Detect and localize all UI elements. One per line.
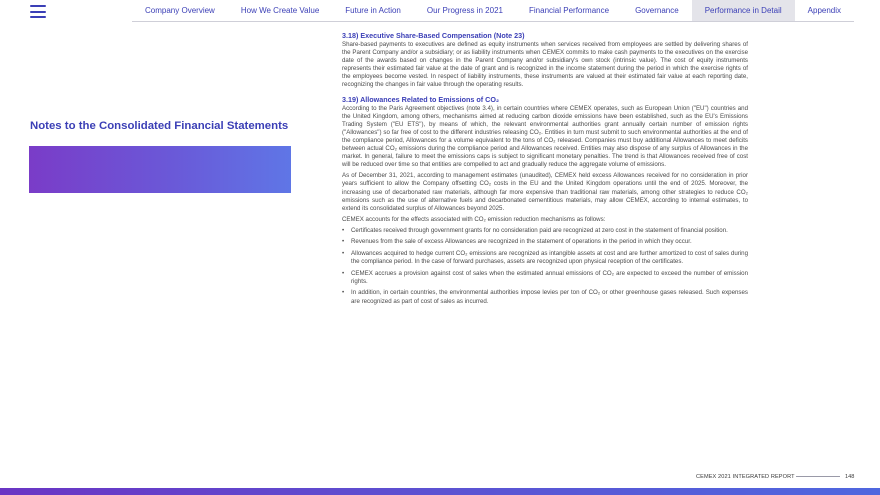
- footer-divider: [796, 476, 840, 477]
- bottom-color-bar: [0, 488, 880, 495]
- tab-governance[interactable]: Governance: [635, 6, 679, 15]
- tab-appendix[interactable]: Appendix: [807, 6, 842, 15]
- paragraph-emission-allowances-3: CEMEX accounts for the effects associated with CO₂ emission reduction mechanisms as follows:: [342, 215, 606, 223]
- list-item: • Certificates received through government grants for no consideration paid are recognized at zero cost in the statement of financial position.: [342, 227, 748, 235]
- tab-company-overview[interactable]: Company Overview: [145, 6, 215, 15]
- section-title: Notes to the Consolidated Financial Statements: [30, 120, 289, 132]
- heading-share-based-compensation: 3.18) Executive Share-Based Compensation (Note 23): [342, 31, 525, 40]
- page-number: 148: [845, 474, 855, 480]
- paragraph-emission-allowances-2: As of December 31, 2021, according to management estimates (unaudited), CEMEX held excess Allowances received for no consideration in prior years sufficient to allow the Company offsetting CO₂ costs in the EU and the United Kingdom operations until the end of 2025. Moreover, the increasing use of decarbonated raw materials, although far more expensive than traditional raw materials, among other strategies to reduce CO₂ emissions such as the use of alternative fuels and decarbonated cementitious materials, may allow CEMEX, according to internal estimates, to extend its consolidated surplus of Allowances beyond 2025.: [342, 172, 748, 212]
- tab-performance-in-detail[interactable]: Performance in Detail: [692, 0, 795, 21]
- heading-emission-allowances: 3.19) Allowances Related to Emissions of CO₂: [342, 95, 500, 105]
- list-item: • Revenues from the sale of excess Allowances are recognized in the statement of operations in the period in which they occur.: [342, 238, 748, 246]
- menu-icon[interactable]: [30, 5, 46, 18]
- accounting-effects-list: [342, 227, 748, 306]
- footer-report-name: CEMEX 2021 INTEGRATED REPORT: [696, 474, 795, 480]
- list-item: • Allowances acquired to hedge current CO₂ emissions are recognized as intangible assets at cost and are further amortized to cost of sales during the compliance period. In the case of forward purchases, assets are recognized upon physical reception of the certificates.: [342, 250, 748, 266]
- tab-financial-performance[interactable]: Financial Performance: [529, 6, 610, 15]
- list-item: • In addition, in certain countries, the environmental authorities impose levies per ton of CO₂ or other greenhouse gases released. Such expenses are recognized as part of cost of sales as incurred.: [342, 289, 748, 305]
- tab-future-in-action[interactable]: Future in Action: [345, 6, 401, 15]
- top-navigation: [132, 0, 854, 22]
- main-content: [342, 31, 748, 309]
- tab-how-we-create-value[interactable]: How We Create Value: [240, 6, 320, 15]
- list-item: • CEMEX accrues a provision against cost of sales when the estimated annual emissions of CO₂ are expected to exceed the number of emission rights.: [342, 270, 748, 286]
- paragraph-emission-allowances-1: According to the Paris Agreement objectives (note 3.4), in certain countries where CEMEX operates, such as European Union ("EU") countries and the United Kingdom, among others, mechanisms aimed at reducing carbon dioxide emissions have been established, such as the EU's Emissions Trading System ("EU ETS"), by means of which, the relevant environmental authorities grant annually certain number of emission rights ("Allowances") so far free of cost to the different industries releasing CO₂. Entities in turn must submit to such environmental authorities at the end of the compliance period, Allowances for a volume equivalent to the tons of CO₂ released. Companies must buy additional Allowances to meet deficits between actual CO₂ emissions during the compliance period and Allowances received. Entities may also dispose of any surplus of Allowances in the market. In general, failure to meet the emissions caps is subject to significant monetary penalties. The trend is that Allowances received free of cost will be reduced over time so that entities are compelled to act and gradually reduce the aggregate volume of emissions.: [342, 104, 748, 169]
- paragraph-share-based-compensation: Share-based payments to executives are defined as equity instruments when services received from employees are settled by delivering shares of the Parent Company and/or a subsidiary; or as liability instruments when CEMEX commits to make cash payments to the executives on the exercise date of the awards based on changes in the Parent Company and/or subsidiary's own stock (intrinsic value). The cost of equity instruments represents their estimated fair value at the date of grant and is recognized in the income statement during the period in which the exercise rights of the employees become vested. In respect of liability instruments, these instruments are valued at their estimated fair value at each reporting date, recognizing the changes in fair value through the operating results.: [342, 40, 748, 88]
- section-banner: [29, 146, 291, 193]
- tab-our-progress-in-2021[interactable]: Our Progress in 2021: [426, 6, 503, 15]
